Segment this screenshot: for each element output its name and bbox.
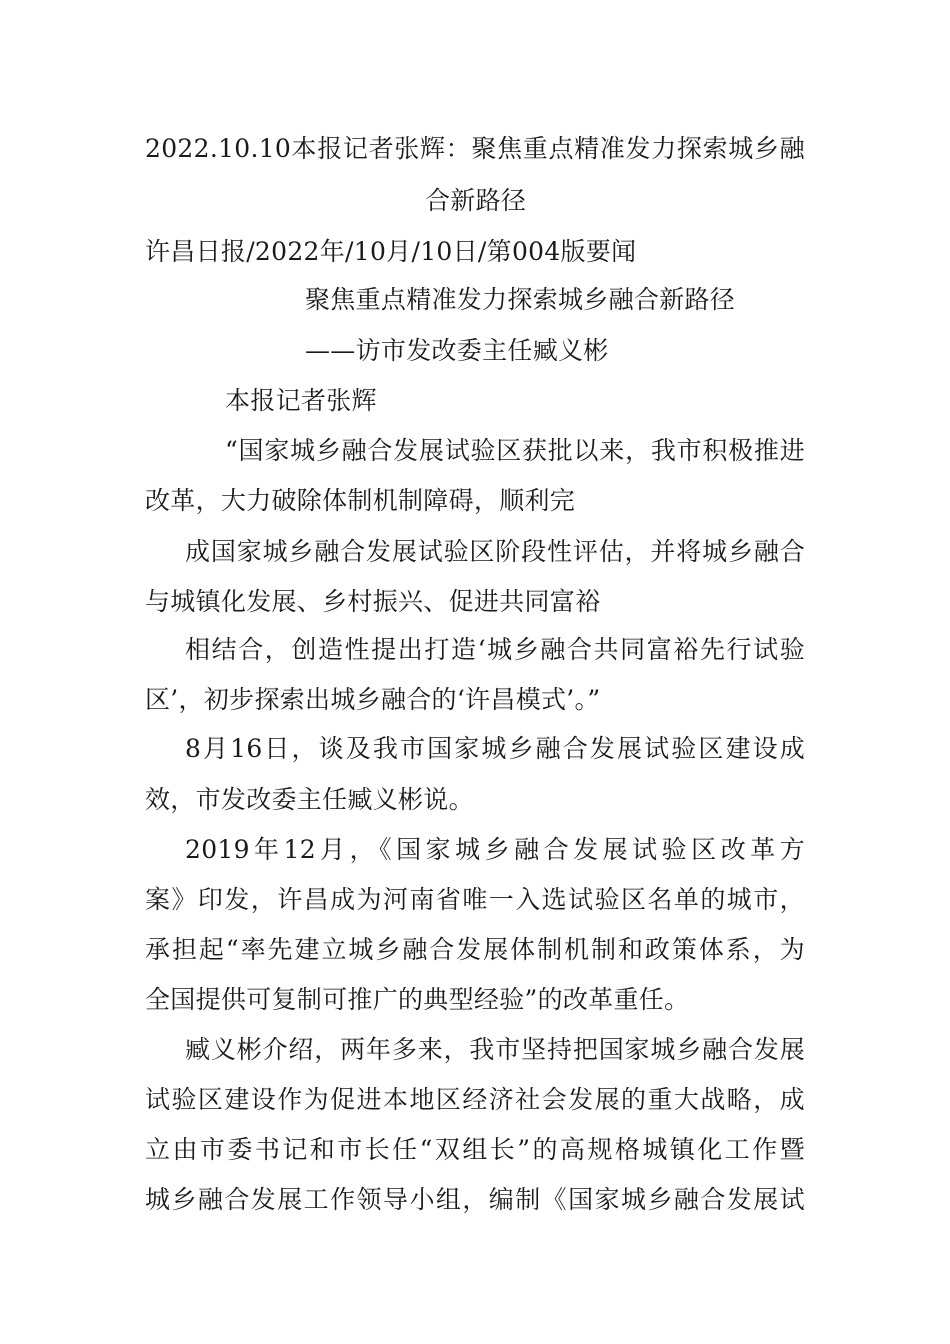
- paragraph-5-line-3: 承担起“率先建立城乡融合发展体制机制和政策体系，为: [145, 935, 805, 964]
- subheadline: ——访市发改委主任臧义彬: [305, 336, 609, 365]
- paragraph-6-line-3: 立由市委书记和市长任“双组长”的高规格城镇化工作暨: [145, 1135, 805, 1164]
- paragraph-6-line-1: 臧义彬介绍，两年多来，我市坚持把国家城乡融合发展: [185, 1035, 805, 1064]
- paragraph-2-line-2: 与城镇化发展、乡村振兴、促进共同富裕: [145, 587, 601, 616]
- paragraph-2-line-1: 成国家城乡融合发展试验区阶段性评估，并将城乡融合: [185, 537, 805, 566]
- paragraph-6-line-2: 试验区建设作为促进本地区经济社会发展的重大战略，成: [145, 1085, 805, 1114]
- paragraph-4-line-1: 8月16日，谈及我市国家城乡融合发展试验区建设成: [185, 734, 805, 763]
- paragraph-6-line-4: 城乡融合发展工作领导小组，编制《国家城乡融合发展试: [145, 1185, 805, 1214]
- paragraph-5-line-1: 2019年12月，《国家城乡融合发展试验区改革方: [185, 835, 805, 864]
- byline: 本报记者张辉: [225, 386, 377, 415]
- source-line: 许昌日报/2022年/10月/10日/第004版要闻: [145, 237, 637, 266]
- paragraph-1-line-2: 改革，大力破除体制机制障碍，顺利完: [145, 486, 576, 515]
- title-line-1: 2022.10.10本报记者张辉：聚焦重点精准发力探索城乡融: [145, 134, 805, 163]
- paragraph-4-line-2: 效，市发改委主任臧义彬说。: [145, 785, 474, 814]
- paragraph-1-line-1: “国家城乡融合发展试验区获批以来，我市积极推进: [225, 436, 805, 465]
- headline: 聚焦重点精准发力探索城乡融合新路径: [305, 285, 736, 314]
- paragraph-5-line-2: 案》印发，许昌成为河南省唯一入选试验区名单的城市，: [145, 885, 805, 914]
- paragraph-3-line-1: 相结合，创造性提出打造‘城乡融合共同富裕先行试验: [185, 635, 805, 664]
- paragraph-5-line-4: 全国提供可复制可推广的典型经验”的改革重任。: [145, 985, 690, 1014]
- paragraph-3-line-2: 区’，初步探索出城乡融合的‘许昌模式’。”: [145, 685, 601, 714]
- title-line-2: 合新路径: [425, 186, 527, 215]
